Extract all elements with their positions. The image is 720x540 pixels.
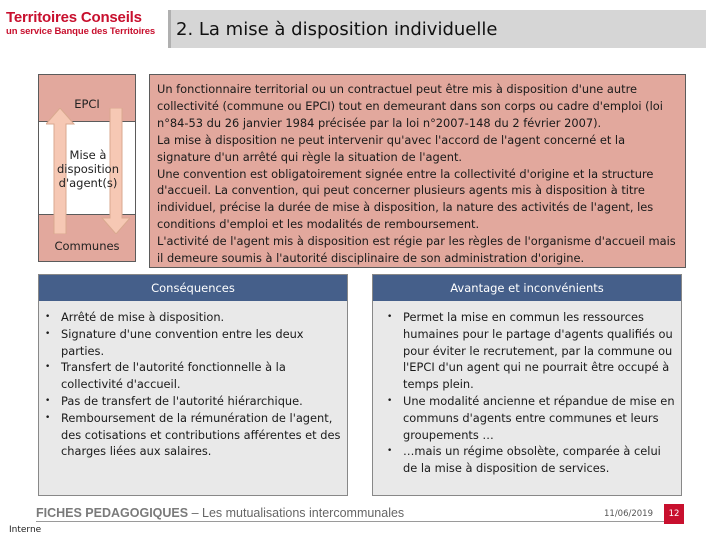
advantages-list	[385, 309, 677, 477]
footer-label-bold: FICHES PEDAGOGIQUES	[36, 506, 189, 520]
definition-paragraph: La mise à disposition ne peut intervenir qu'avec l'accord de l'agent concerné et la signature d'un arrêté qui règle la situation de l'agent.	[157, 132, 626, 164]
definition-paragraph: L'activité de l'agent mis à disposition est régie par les règles de l'organisme d'accueil mais il demeure soumis à l'autorité disciplinaire de son administration d'origine.	[157, 234, 676, 266]
footer-label-rest: – Les mutualisations intercommunales	[188, 506, 405, 520]
footer-label	[36, 506, 404, 520]
definition-paragraph: Une convention est obligatoirement signée entre la collectivité d'origine et la structure d'accueil. La convention, qui peut concerner plusieurs agents mis à disposition à titre individuel, précise la durée de mise à disposition, la nature des activités de l'agent, les conditions d'emploi et les modalités de remboursement.	[157, 166, 654, 232]
list-item: • Remboursement de la rémunération de l'agent, des cotisations et contributions afférentes et des charges liées aux salaires.	[43, 410, 343, 460]
advantages-panel	[372, 274, 682, 496]
list-item: • …mais un régime obsolète, comparée à celui de la mise à disposition de services.	[385, 443, 677, 477]
definition-box	[149, 74, 686, 268]
definition-paragraph: Un fonctionnaire territorial ou un contractuel peut être mis à disposition d'une autre collectivité (commune ou EPCI) tout en demeurant dans son corps ou cadre d'emploi (loi n°84-53 du 26 janvier 1984 précisée par la loi n°2007-148 du 2 février 2007).	[157, 82, 663, 130]
diagram-label-mise-a-disposition: Mise à disposition d'agent(s)	[56, 148, 120, 190]
consequences-list	[43, 309, 343, 460]
definition-text	[157, 81, 677, 267]
diagram-label-communes: Communes	[54, 239, 120, 253]
epci-communes-diagram	[38, 74, 138, 262]
diagram-label-epci: EPCI	[74, 97, 100, 111]
classification-label: Interne	[9, 525, 42, 535]
list-item: • Pas de transfert de l'autorité hiérarchique.	[43, 393, 343, 410]
consequences-heading: Conséquences	[39, 275, 347, 301]
list-item: • Transfert de l'autorité fonctionnelle à la collectivité d'accueil.	[43, 359, 343, 393]
list-item: • Signature d'une convention entre les deux parties.	[43, 326, 343, 360]
page-number-badge: 12	[664, 504, 684, 524]
title-accent	[168, 10, 171, 48]
brand-logo	[6, 10, 164, 38]
slide-title: 2. La mise à disposition individuelle	[176, 18, 498, 40]
logo-line2: un service Banque des Territoires	[6, 26, 156, 37]
list-item: • Permet la mise en commun les ressources humaines pour le partage d'agents qualifiés ou pour éviter le recrutement, par la commune ou l'EPCI d'un agent qui ne pourrait être occupé à temps plein.	[385, 309, 677, 393]
consequences-panel	[38, 274, 348, 496]
footer-date: 11/06/2019	[604, 509, 653, 519]
list-item: • Arrêté de mise à disposition.	[43, 309, 343, 326]
logo-line1: Territoires Conseils	[6, 9, 142, 26]
footer-divider	[36, 521, 682, 522]
slide-title-bar	[168, 10, 706, 48]
advantages-heading: Avantage et inconvénients	[373, 275, 681, 301]
list-item: • Une modalité ancienne et répandue de mise en communs d'agents entre communes et leurs groupements …	[385, 393, 677, 443]
